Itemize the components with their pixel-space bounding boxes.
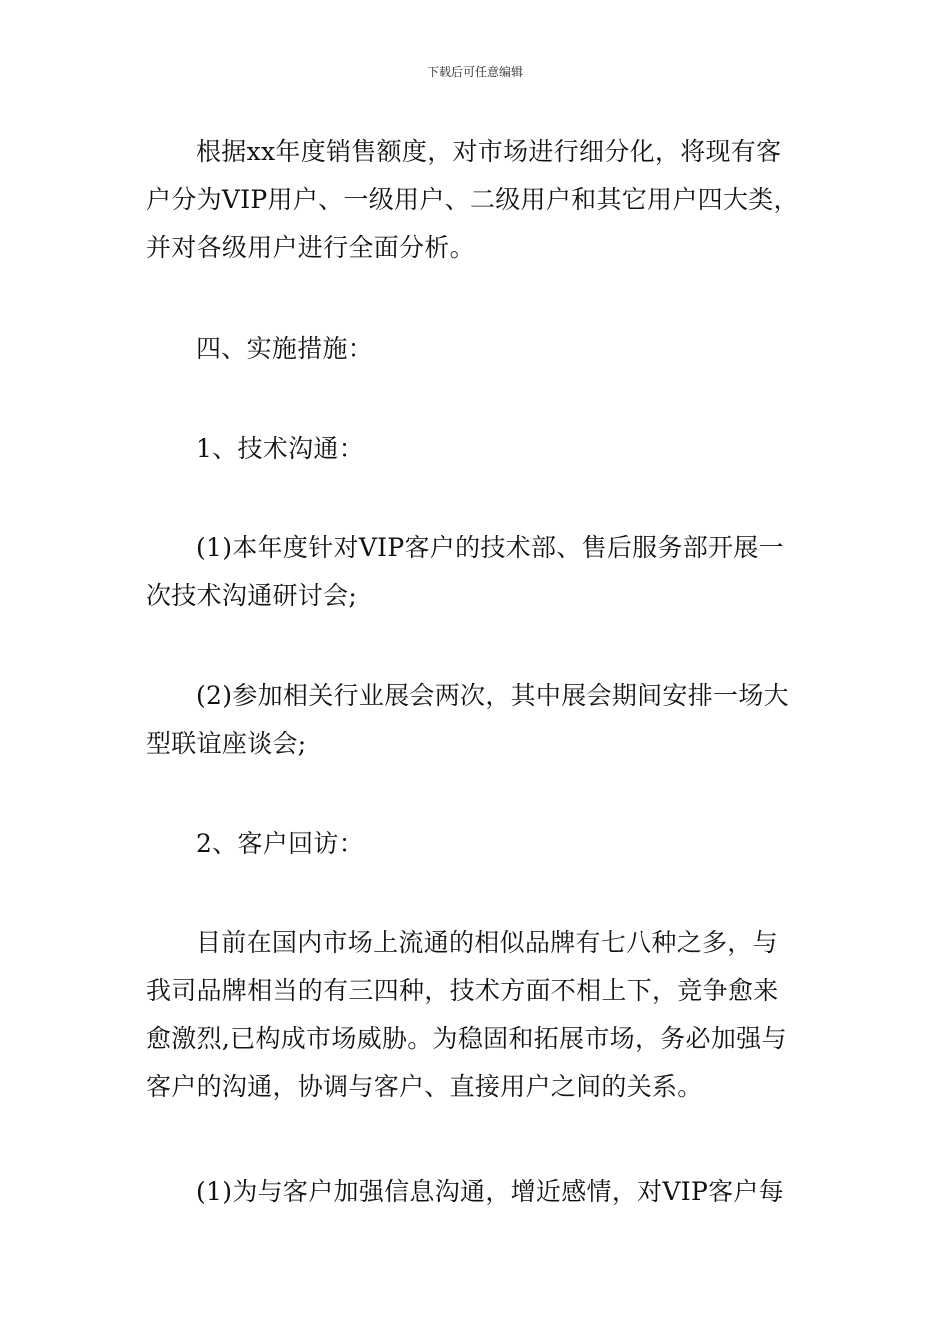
text-line: 次技术沟通研讨会; xyxy=(146,581,358,610)
text-line: 2、客户回访： xyxy=(196,829,365,858)
paragraph-tech-item-2 xyxy=(146,672,810,768)
text-line: 1、技术沟通： xyxy=(196,434,365,463)
text-line: 客户的沟通，协调与客户、直接用户之间的关系。 xyxy=(146,1072,703,1101)
heading-measures xyxy=(146,325,810,373)
text-line: (1)本年度针对VIP客户的技术部、售后服务部开展一 xyxy=(196,533,784,562)
heading-customer-visit xyxy=(146,820,810,868)
text-line: 我司品牌相当的有三四种，技术方面不相上下，竞争愈来 xyxy=(146,976,779,1005)
paragraph-tech-item-1 xyxy=(146,524,810,620)
text-line: 四、实施措施： xyxy=(196,334,374,363)
paragraph-visit-item-1 xyxy=(146,1168,810,1216)
text-line: 愈激烈,已构成市场威胁。为稳固和拓展市场，务必加强与 xyxy=(146,1024,787,1053)
text-line: (1)为与客户加强信息沟通，增近感情，对VIP客户每 xyxy=(196,1177,784,1206)
text-line: 型联谊座谈会; xyxy=(146,729,307,758)
header-note: 下载后可任意编辑 xyxy=(426,65,523,79)
text-line: 户分为VIP用户、一级用户、二级用户和其它用户四大类， xyxy=(146,185,799,214)
heading-tech-communication xyxy=(146,425,810,473)
text-line: (2)参加相关行业展会两次，其中展会期间安排一场大 xyxy=(196,681,789,710)
paragraph-market-competition xyxy=(146,919,810,1111)
text-line: 并对各级用户进行全面分析。 xyxy=(146,233,475,262)
text-line: 根据xx年度销售额度，对市场进行细分化，将现有客 xyxy=(196,137,782,166)
paragraph-segmentation xyxy=(146,128,810,272)
text-line: 目前在国内市场上流通的相似品牌有七八种之多，与 xyxy=(196,928,778,957)
